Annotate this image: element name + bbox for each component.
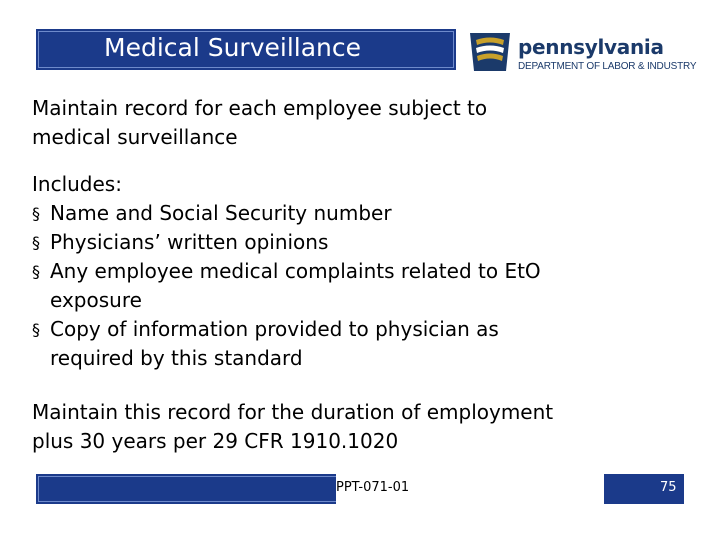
bullet-marker: § (32, 233, 40, 252)
text-line: Maintain record for each employee subject to (32, 96, 488, 120)
text-line: exposure (50, 288, 142, 312)
list-item (32, 315, 541, 373)
list-item (32, 199, 541, 228)
logo-subtitle: DEPARTMENT OF LABOR & INDUSTRY (518, 61, 697, 72)
text-line: medical surveillance (32, 125, 238, 149)
title-bar (36, 29, 456, 70)
document-code: PPT-071-01 (336, 480, 410, 495)
paragraph-retention-period (32, 398, 553, 456)
text-line: Maintain this record for the duration of employment (32, 400, 554, 424)
includes-label: Includes: (32, 172, 122, 196)
text-line: Any employee medical complaints related to EtO (50, 259, 541, 283)
keystone-icon (466, 31, 514, 73)
includes-list (32, 199, 541, 373)
text-line: Physicians’ written opinions (50, 230, 329, 254)
footer-bar (36, 474, 684, 504)
logo-name: pennsylvania (518, 35, 664, 59)
bullet-marker: § (32, 262, 40, 281)
slide-title: Medical Surveillance (104, 33, 362, 62)
list-item (32, 228, 541, 257)
text-line: Name and Social Security number (50, 201, 392, 225)
paragraph-record-requirement (32, 94, 487, 152)
bullet-marker: § (32, 204, 40, 223)
bullet-marker: § (32, 320, 40, 339)
text-line: required by this standard (50, 346, 303, 370)
page-number: 75 (660, 480, 677, 495)
text-line: plus 30 years per 29 CFR 1910.1020 (32, 429, 399, 453)
pennsylvania-logo (466, 31, 697, 75)
text-line: Copy of information provided to physician as (50, 317, 499, 341)
list-item (32, 257, 541, 315)
